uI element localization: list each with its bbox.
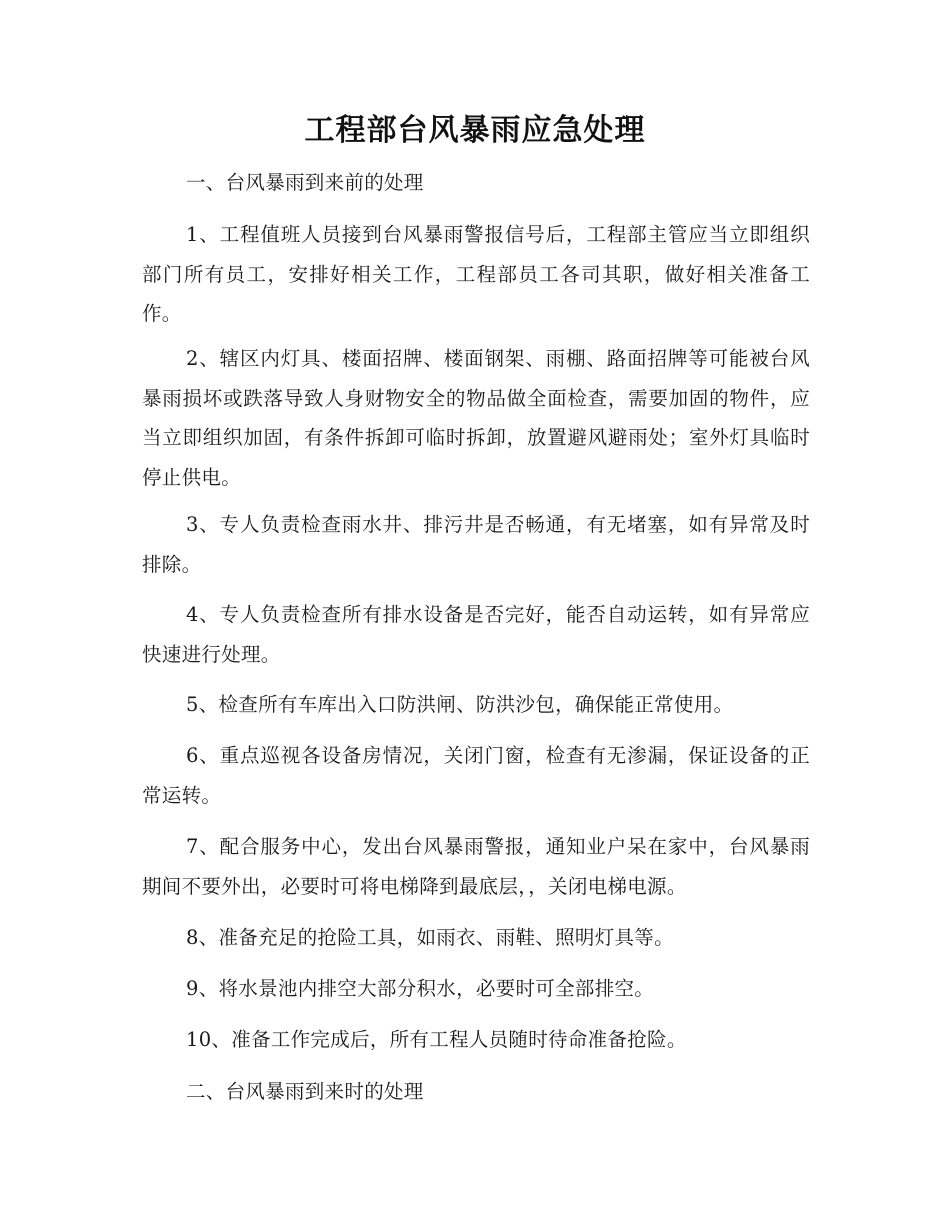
list-item: 5、检查所有车库出入口防洪闸、防洪沙包，确保能正常使用。 (186, 693, 734, 716)
document-title: 工程部台风暴雨应急处理 (304, 113, 646, 148)
list-item: 9、将水景池内排空大部分积水，必要时可全部排空。 (186, 977, 655, 1000)
list-item: 8、准备充足的抢险工具，如雨衣、雨鞋、照明灯具等。 (186, 926, 674, 949)
list-item: 10、准备工作完成后，所有工程人员随时待命准备抢险。 (186, 1028, 687, 1051)
list-item: 4、专人负责检查所有排水设备是否完好，能否自动运转，如有异常应快速进行处理。 (142, 603, 810, 666)
section-heading-1: 一、台风暴雨到来前的处理 (186, 171, 424, 194)
list-item: 7、配合服务中心，发出台风暴雨警报，通知业户呆在家中，台风暴雨期间不要外出，必要时可将电梯降到最底层，，关闭电梯电源。 (142, 835, 810, 898)
list-item: 2、辖区内灯具、楼面招牌、楼面钢架、雨棚、路面招牌等可能被台风暴雨损坏或跌落导致人身财物安全的物品做全面检查，需要加固的物件，应当立即组织加固，有条件拆卸可临时拆卸，放置避风避雨处；室外灯具临时停止供电。 (142, 347, 810, 489)
list-item: 3、专人负责检查雨水井、排污井是否畅通，有无堵塞，如有异常及时排除。 (142, 513, 810, 576)
list-item: 1、工程值班人员接到台风暴雨警报信号后，工程部主管应当立即组织部门所有员工，安排好相关工作，工程部员工各司其职，做好相关准备工作。 (142, 223, 810, 325)
list-item: 6、重点巡视各设备房情况，关闭门窗，检查有无渗漏，保证设备的正常运转。 (142, 744, 810, 807)
section-heading-2: 二、台风暴雨到来时的处理 (186, 1080, 424, 1103)
